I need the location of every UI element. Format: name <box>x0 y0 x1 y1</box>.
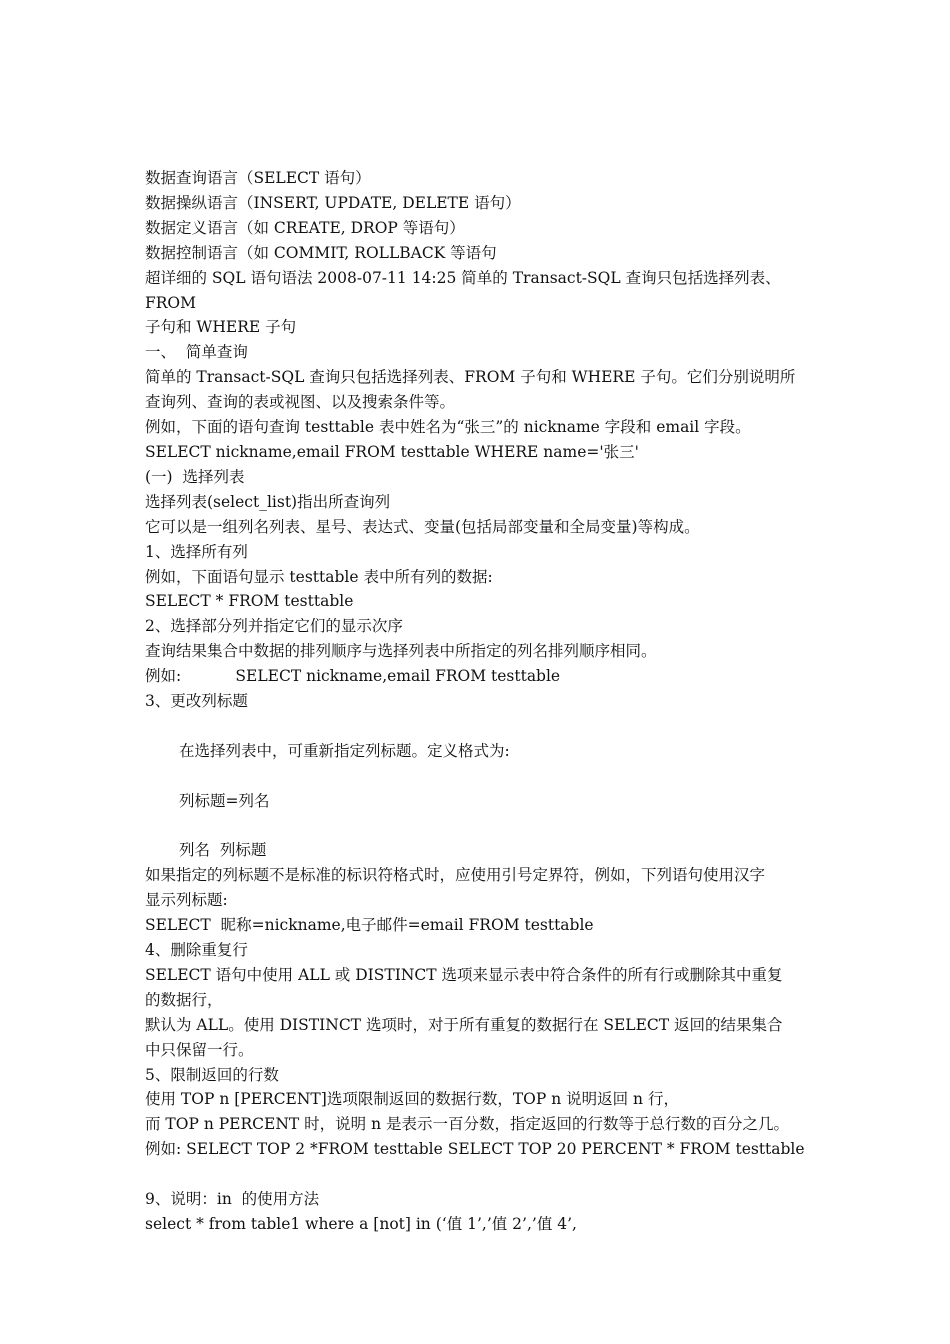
text-line: SELECT 昵称=nickname,电子邮件=email FROM testtable <box>145 916 594 935</box>
text-line: 子句和 WHERE 子句 <box>145 318 297 337</box>
text-line: SELECT * FROM testtable <box>145 592 354 611</box>
text-line: 显示列标题: <box>145 891 228 910</box>
text-line: 数据查询语言（SELECT 语句） <box>145 169 371 187</box>
text-line: 一、 简单查询 <box>145 343 248 362</box>
text-line: 例如，下面语句显示 testtable 表中所有列的数据: <box>145 567 493 586</box>
text-line: 它可以是一组列名列表、星号、表达式、变量(包括局部变量和全局变量)等构成。 <box>145 517 700 536</box>
text-line: SELECT 语句中使用 ALL 或 DISTINCT 选项来显示表中符合条件的所有行或删除其中重复 <box>145 965 783 984</box>
text-line: 9、说明：in 的使用方法 <box>145 1190 320 1209</box>
text-line: (一) 选择列表 <box>145 467 245 486</box>
text-line: 数据控制语言（如 COMMIT, ROLLBACK 等语句 <box>145 243 497 262</box>
blank-line <box>145 714 810 739</box>
text-line: 使用 TOP n [PERCENT]选项限制返回的数据行数，TOP n 说明返回 n 行， <box>145 1090 679 1109</box>
text-line: 的数据行， <box>145 990 223 1009</box>
text-line: 如果指定的列标题不是标准的标识符格式时，应使用引号定界符，例如，下列语句使用汉字 <box>145 866 766 885</box>
text-line: 列名 列标题 <box>179 841 267 860</box>
text-line: 选择列表(select_list)指出所查询列 <box>145 492 391 511</box>
text-line: 数据操纵语言（INSERT, UPDATE, DELETE 语句） <box>145 193 521 212</box>
blank-line <box>145 764 810 789</box>
text-line: 5、限制返回的行数 <box>145 1065 279 1084</box>
document-body <box>145 166 810 1237</box>
blank-line <box>145 814 810 839</box>
text-line: 超详细的 SQL 语句语法 2008-07-11 14:25 简单的 Transact-SQL 查询只包括选择列表、FROM <box>145 268 781 312</box>
text-line: select * from table1 where a [not] in (‘值 1’,’值 2’,’值 4’, <box>145 1215 577 1233</box>
blank-line <box>145 1162 810 1187</box>
text-line: SELECT nickname,email FROM testtable WHERE name='张三' <box>145 442 639 461</box>
text-line: 1、选择所有列 <box>145 542 248 561</box>
text-line: 列标题=列名 <box>179 791 270 810</box>
text-line: 查询结果集合中数据的排列顺序与选择列表中所指定的列名排列顺序相同。 <box>145 642 657 661</box>
text-line: 4、删除重复行 <box>145 941 248 960</box>
text-line: 3、更改列标题 <box>145 692 248 711</box>
text-line: 2、选择部分列并指定它们的显示次序 <box>145 617 403 636</box>
text-line: 例如: SELECT TOP 2 *FROM testtable SELECT TOP 20 PERCENT * FROM testtable <box>145 1140 805 1159</box>
text-line: 例如: SELECT nickname,email FROM testtable <box>145 667 561 686</box>
text-line: 中只保留一行。 <box>145 1040 254 1059</box>
text-line: 默认为 ALL。使用 DISTINCT 选项时，对于所有重复的数据行在 SELECT 返回的结果集合 <box>145 1015 783 1034</box>
text-line: 而 TOP n PERCENT 时，说明 n 是表示一百分数，指定返回的行数等于总行数的百分之几。 <box>145 1115 789 1134</box>
text-line: 例如，下面的语句查询 testtable 表中姓名为“张三”的 nickname 字段和 email 字段。 <box>145 418 751 437</box>
text-line: 查询列、查询的表或视图、以及搜索条件等。 <box>145 393 456 412</box>
text-line: 在选择列表中，可重新指定列标题。定义格式为: <box>179 741 510 760</box>
text-line: 数据定义语言（如 CREATE, DROP 等语句） <box>145 218 465 237</box>
text-line: 简单的 Transact-SQL 查询只包括选择列表、FROM 子句和 WHERE 子句。它们分别说明所 <box>145 368 796 387</box>
